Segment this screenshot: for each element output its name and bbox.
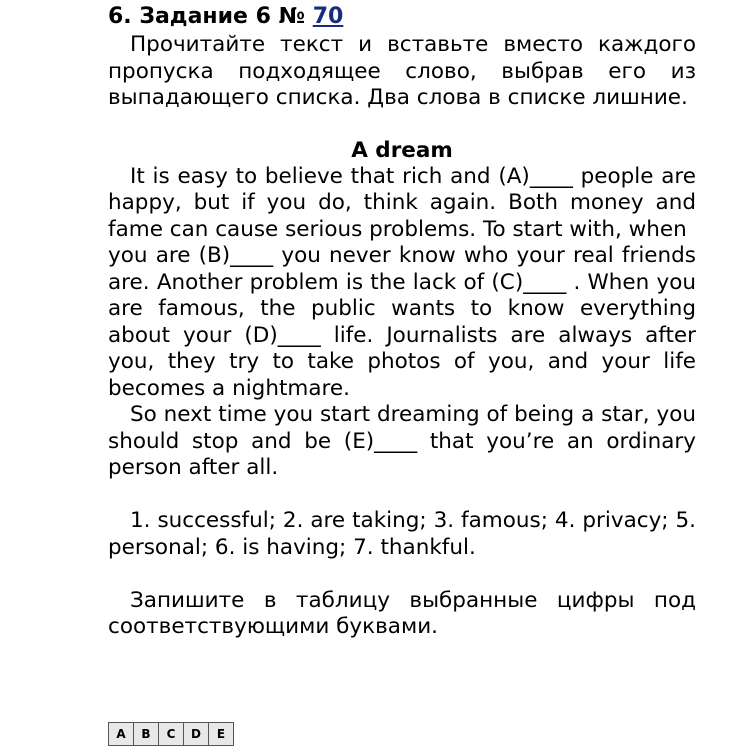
answer-table bbox=[108, 722, 234, 746]
paragraph-1a: It is easy to believe that rich and (A)____ people are happy, but if you do, think again. Both money and fame can cause serious problems. To start with, when bbox=[108, 163, 696, 242]
spacer bbox=[108, 561, 696, 588]
spacer bbox=[108, 482, 696, 509]
paragraph-2: So next time you start dreaming of being a star, you should stop and be (E)____ that you’re an ordinary person after all. bbox=[108, 402, 696, 480]
answer-cell-b[interactable]: B bbox=[134, 723, 159, 746]
task-heading-label: 6. Задание 6 № bbox=[108, 4, 306, 29]
word-options: 1. successful; 2. are taking; 3. famous; 4. privacy; 5. personal; 6. is having; 7. thankful. bbox=[108, 508, 696, 560]
answer-cell-a[interactable]: A bbox=[109, 723, 134, 746]
answer-cell-d[interactable]: D bbox=[184, 723, 209, 746]
text-title: A dream bbox=[351, 137, 453, 163]
answer-cell-c[interactable]: C bbox=[159, 723, 184, 746]
answer-instruction: Запишите в таблицу выбранные цифры под соответствующими буквами. bbox=[108, 587, 696, 639]
instruction-text: Прочитайте текст и вставьте вместо каждого пропуска подходящее слово, выбрав его из выпадающего списка. Два слова в списке лишние. bbox=[108, 32, 696, 110]
paragraph-1b: you are (B)____ you never know who your real friends are. Another problem is the lack of (C)____ . When you are famous, the public wants to know everything about your (D)____ life. Journalists are always after you, they try to take photos of you, and your life becomes a nightmare. bbox=[108, 243, 696, 401]
task-number-link[interactable]: 70 bbox=[312, 4, 344, 29]
task-content bbox=[108, 0, 696, 641]
answer-cell-e[interactable]: E bbox=[209, 723, 234, 746]
task-heading bbox=[108, 2, 696, 32]
answer-table-wrap bbox=[108, 722, 234, 746]
